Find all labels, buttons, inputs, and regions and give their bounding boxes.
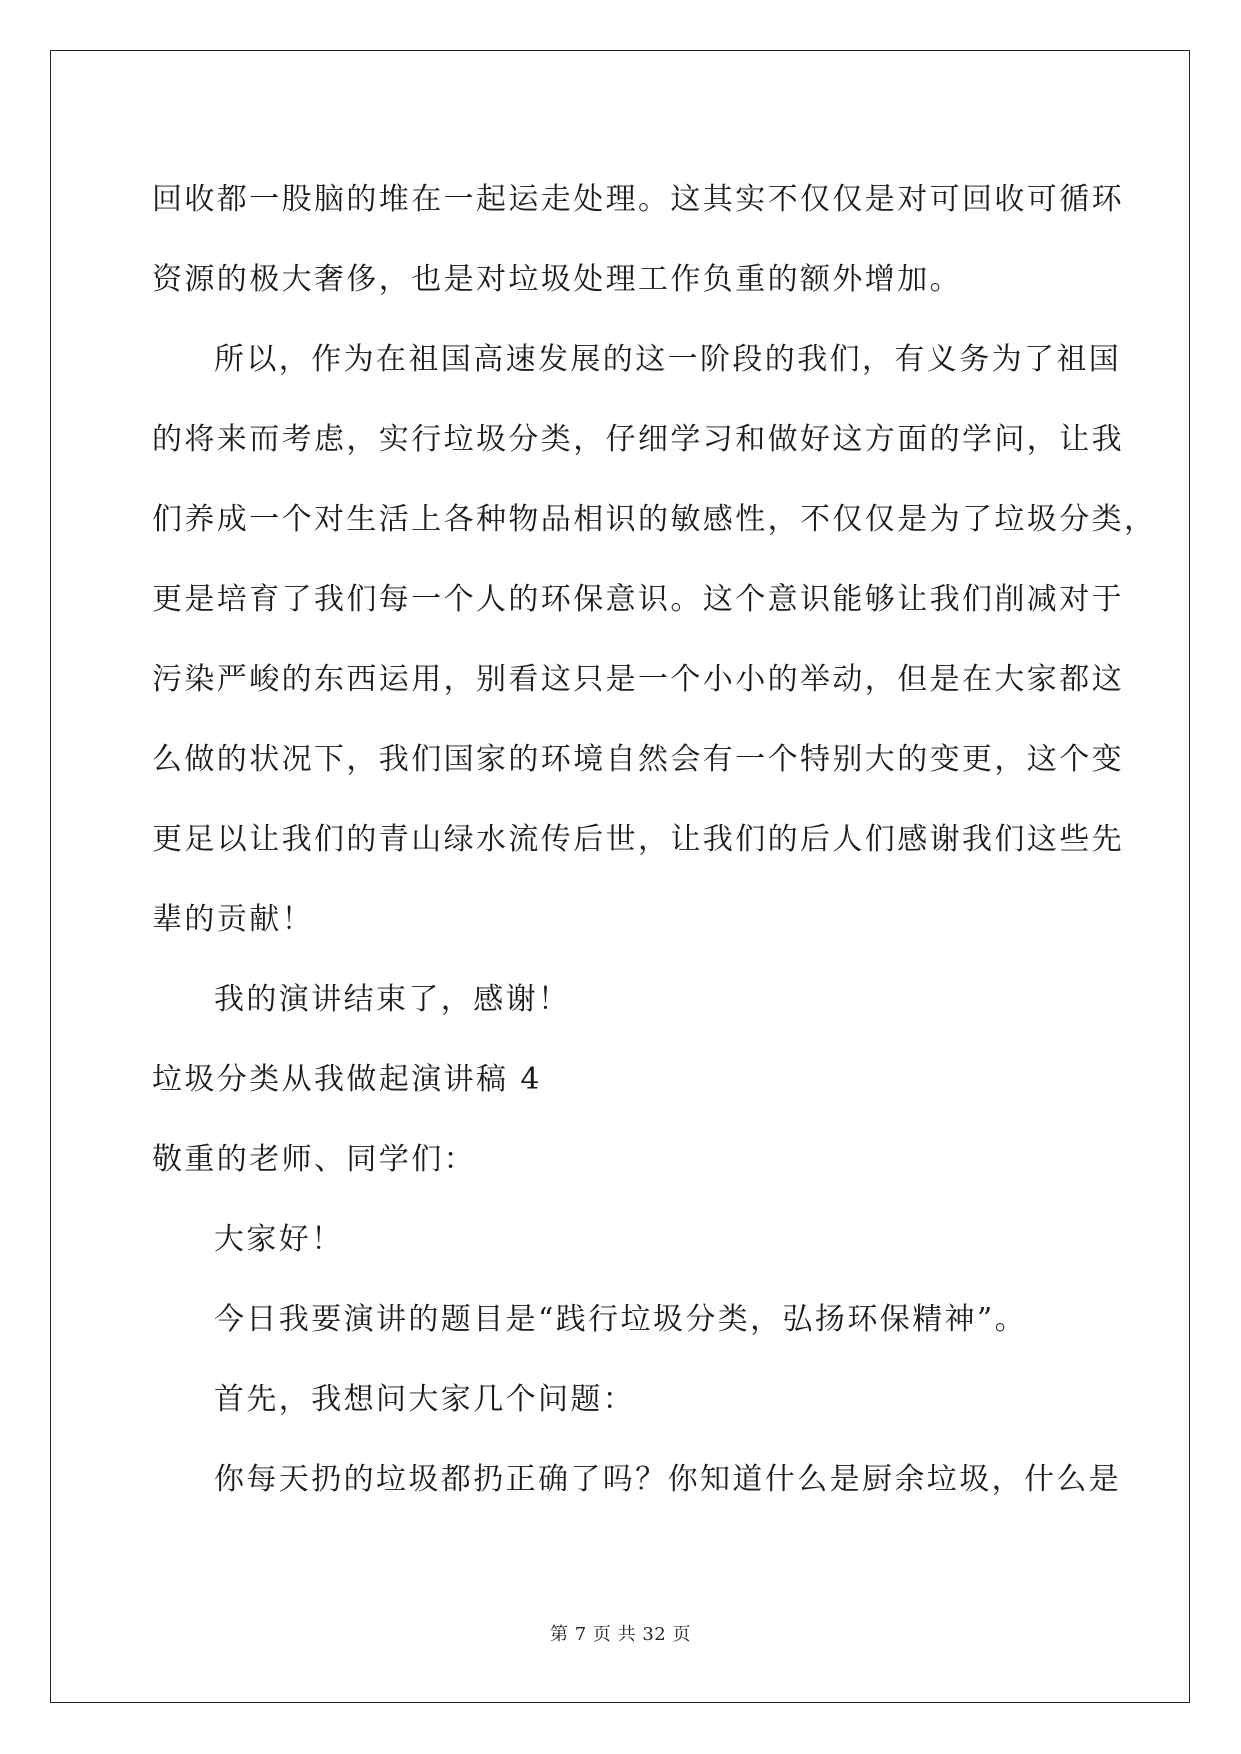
text-line: 的将来而考虑，实行垃圾分类，仔细学习和做好这方面的学问，让我 [152, 422, 1124, 457]
text-line: 么做的状况下，我们国家的环境自然会有一个特别大的变更，这个变 [152, 742, 1124, 777]
text-line: 首先，我想问大家几个问题： [214, 1382, 636, 1417]
greeting: 大家好！ [214, 1222, 344, 1257]
text-line: 们养成一个对生活上各种物品相识的敏感性，不仅仅是为了垃圾分类， [152, 502, 1157, 537]
text-line: 更是培育了我们每一个人的环保意识。这个意识能够让我们削减对于 [152, 582, 1124, 617]
text-line: 辈的贡献！ [152, 902, 314, 937]
text-line: 今日我要演讲的题目是“践行垃圾分类，弘扬环保精神”。 [214, 1302, 1028, 1337]
text-line: 资源的极大奢侈，也是对垃圾处理工作负重的额外增加。 [152, 262, 962, 297]
document-body [152, 160, 1157, 1520]
text-line: 我的演讲结束了，感谢！ [214, 982, 571, 1017]
text-line: 你每天扔的垃圾都扔正确了吗？你知道什么是厨余垃圾，什么是 [214, 1462, 1122, 1497]
text-line: 更足以让我们的青山绿水流传后世，让我们的后人们感谢我们这些先 [152, 822, 1124, 857]
text-line: 污染严峻的东西运用，别看这只是一个小小的举动，但是在大家都这 [152, 662, 1124, 697]
section-heading: 垃圾分类从我做起演讲稿 4 [152, 1062, 542, 1097]
salutation: 敬重的老师、同学们： [152, 1142, 476, 1177]
text-line: 回收都一股脑的堆在一起运走处理。这其实不仅仅是对可回收可循环 [152, 182, 1124, 217]
page-number: 第 7 页 共 32 页 [550, 1624, 691, 1645]
text-line: 所以，作为在祖国高速发展的这一阶段的我们，有义务为了祖国 [214, 342, 1122, 377]
